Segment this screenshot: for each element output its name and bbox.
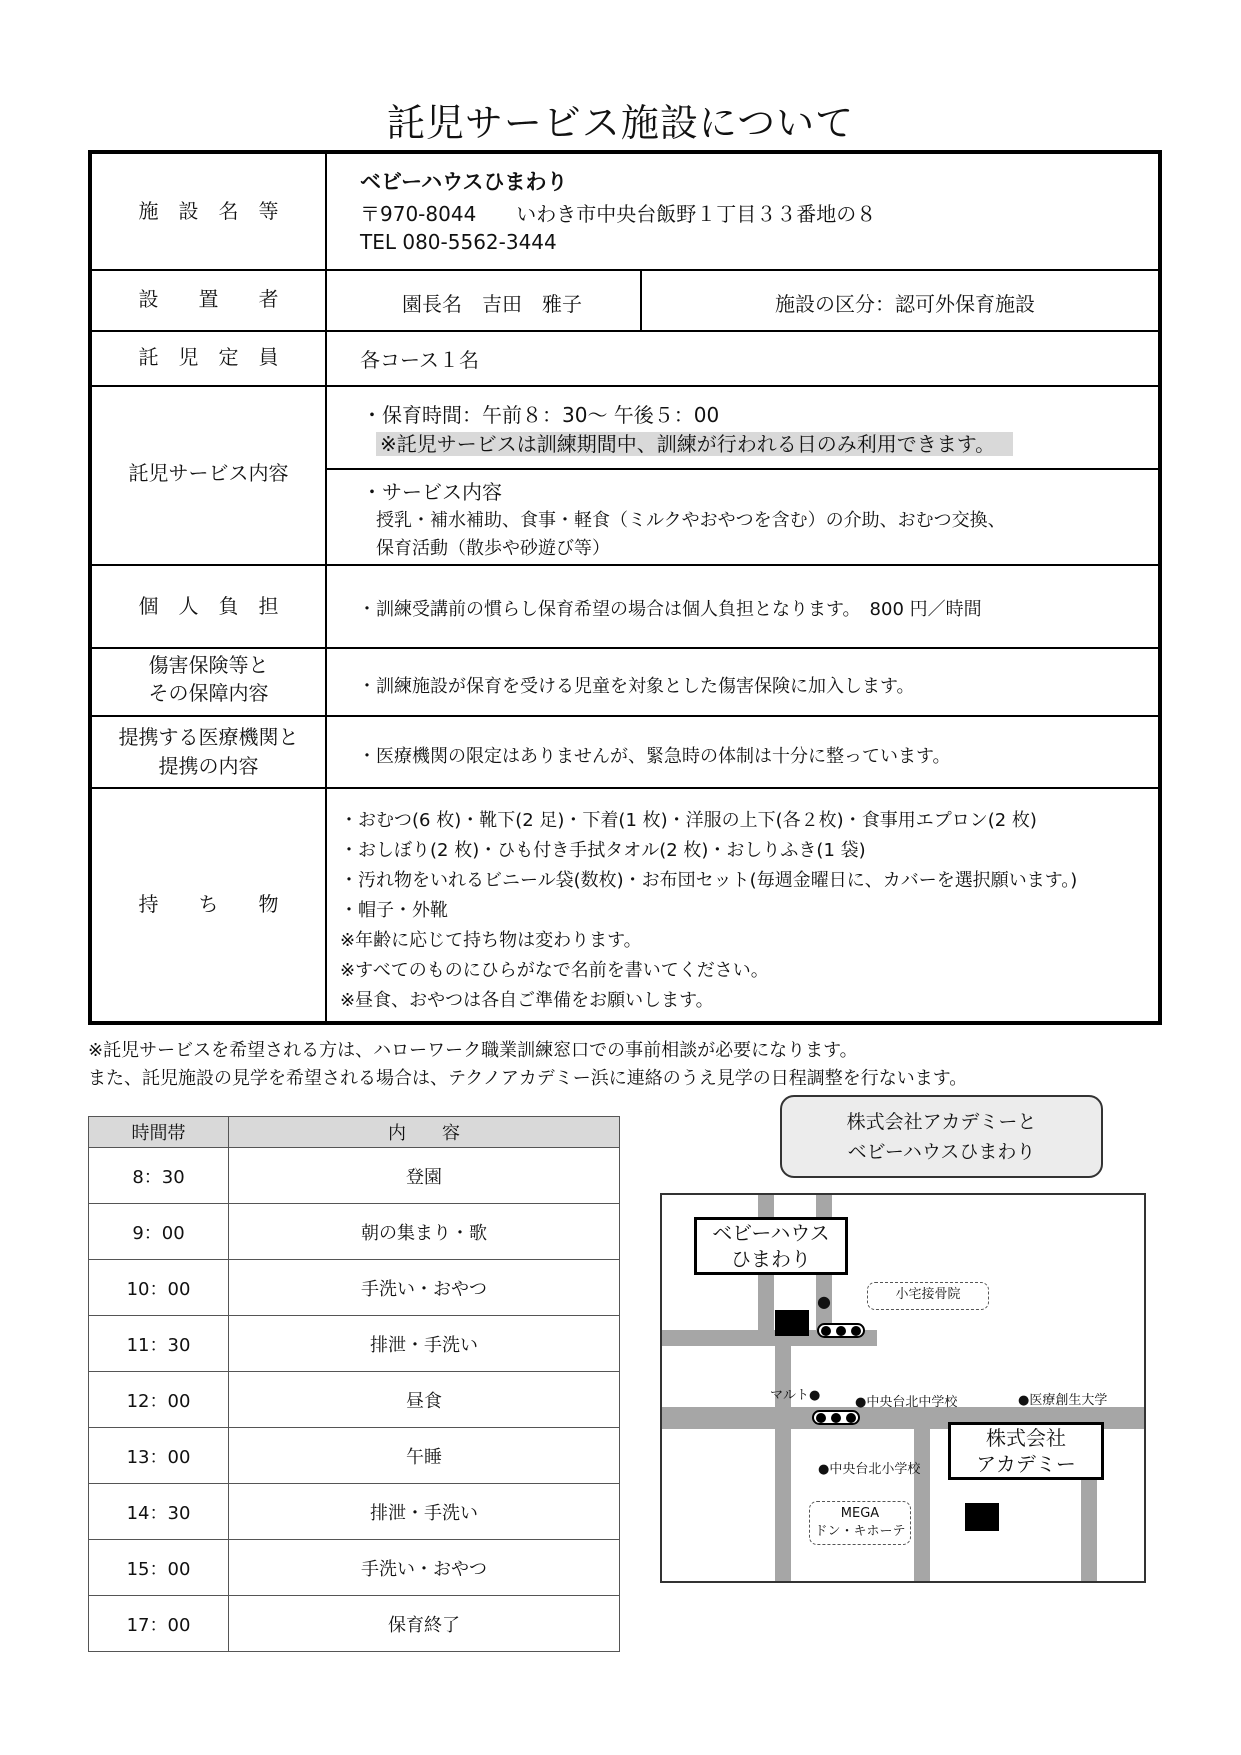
note-line-1: ※託児サービスを希望される方は、ハローワーク職業訓練窓口での事前相談が必要になります。 (88, 1040, 858, 1061)
maruto-label: マルト● (770, 1388, 821, 1403)
medical-label-1: 提携する医療機関と (118, 725, 299, 749)
road (775, 1346, 791, 1581)
traffic-signal-icon (817, 1323, 865, 1338)
access-map (660, 1193, 1146, 1583)
belongings-item: ・汚れ物をいれるビニール袋(数枚)・お布団セット(毎週金曜日に、カバーを選択願います。) (340, 870, 1078, 891)
schedule-activity: 手洗い・おやつ (229, 1540, 620, 1596)
medical-value: ・医療機関の限定はありませんが、緊急時の体制は十分に整っています。 (358, 746, 951, 767)
row-divider (92, 269, 1158, 271)
schedule-time: 15：00 (89, 1540, 229, 1596)
donki-label-line-2: ドン・キホーテ (814, 1524, 906, 1539)
table-row (89, 1428, 620, 1484)
page-title: 託児サービス施設について (386, 101, 855, 145)
belongings-note: ※昼食、おやつは各自ご準備をお願いします。 (340, 990, 714, 1011)
schedule-activity: 手洗い・おやつ (229, 1260, 620, 1316)
donki-label-line-1: MEGA (840, 1506, 880, 1521)
schedule-time: 10：00 (89, 1260, 229, 1316)
clinic-dot-icon: ● (817, 1292, 831, 1311)
medical-label-2: 提携の内容 (158, 754, 259, 778)
map-caption (780, 1095, 1103, 1178)
table-row (89, 1260, 620, 1316)
clinic-label: 小宅接骨院 (867, 1282, 989, 1310)
daily-schedule-table (88, 1116, 620, 1652)
schedule-activity: 昼食 (229, 1372, 620, 1428)
table-row (89, 1148, 620, 1204)
belongings-item: ・おしぼり(2 枚)・ひも付き手拭タオル(2 枚)・おしりふき(1 袋) (340, 840, 866, 861)
row-divider (92, 715, 1158, 717)
junior-high-label: ●中央台北中学校 (855, 1395, 958, 1410)
schedule-activity: 登園 (229, 1148, 620, 1204)
map-caption-line-2: ベビーハウスひまわり (847, 1141, 1036, 1163)
founder-label: 設 置 者 (138, 287, 279, 311)
schedule-time: 11：30 (89, 1316, 229, 1372)
academy-callout-line-1: 株式会社 (986, 1426, 1066, 1450)
facility-tel: TEL 080-5562-3444 (360, 230, 557, 254)
facility-category: 施設の区分：認可外保育施設 (775, 292, 1035, 316)
capacity-label: 託 児 定 員 (138, 345, 279, 369)
medical-univ-label: ●医療創生大学 (1018, 1393, 1108, 1408)
belongings-note: ※すべてのものにひらがなで名前を書いてください。 (340, 960, 769, 981)
row-divider (92, 385, 1158, 387)
director-name: 園長名 吉田 雅子 (402, 292, 582, 316)
row-divider (92, 647, 1158, 649)
schedule-activity: 排泄・手洗い (229, 1316, 620, 1372)
row-divider (92, 564, 1158, 566)
elementary-label: ●中央台北小学校 (818, 1462, 921, 1477)
table-row (89, 1540, 620, 1596)
insurance-label-2: その保障内容 (148, 681, 269, 705)
column-divider (325, 154, 327, 1021)
insurance-label-1: 傷害保険等と (148, 653, 269, 677)
table-row (89, 1372, 620, 1428)
academy-building-icon (965, 1503, 999, 1531)
schedule-time: 14：30 (89, 1484, 229, 1540)
row-divider (92, 787, 1158, 789)
schedule-time: 17：00 (89, 1596, 229, 1652)
capacity-value: 各コース１名 (360, 348, 479, 372)
table-row (89, 1596, 620, 1652)
babyhouse-building-icon (775, 1310, 809, 1336)
insurance-value: ・訓練施設が保育を受ける児童を対象とした傷害保険に加入します。 (358, 676, 915, 697)
road (914, 1429, 930, 1581)
babyhouse-callout (694, 1217, 848, 1275)
schedule-time: 9：00 (89, 1204, 229, 1260)
belongings-item: ・おむつ(6 枚)・靴下(2 足)・下着(1 枚)・洋服の上下(各２枚)・食事用エプロン(2 枚) (340, 810, 1037, 831)
belongings-item: ・帽子・外靴 (340, 900, 448, 921)
schedule-activity: 朝の集まり・歌 (229, 1204, 620, 1260)
cost-value: ・訓練受講前の慣らし保育希望の場合は個人負担となります。 800 円／時間 (358, 599, 982, 620)
service-label: 託児サービス内容 (128, 461, 289, 485)
row-divider (92, 330, 1158, 332)
service-content-line2: 保育活動（散歩や砂遊び等） (376, 538, 610, 559)
belongings-note: ※年齢に応じて持ち物は変わります。 (340, 930, 642, 951)
schedule-activity: 保育終了 (229, 1596, 620, 1652)
schedule-header-content: 内 容 (229, 1117, 620, 1148)
schedule-activity: 排泄・手洗い (229, 1484, 620, 1540)
service-content-line1: 授乳・補水補助、食事・軽食（ミルクやおやつを含む）の介助、おむつ交換、 (376, 510, 1006, 531)
babyhouse-callout-line-2: ひまわり (731, 1247, 811, 1271)
founder-divider (640, 269, 642, 330)
service-hours-note-wrap (376, 428, 1013, 457)
map-caption-line-1: 株式会社アカデミーと (846, 1111, 1037, 1133)
note-line-2: また、託児施設の見学を希望される場合は、テクノアカデミー浜に連絡のうえ見学の日程調整を行ないます。 (88, 1068, 968, 1089)
table-row (89, 1316, 620, 1372)
service-content-title: ・サービス内容 (362, 480, 502, 504)
schedule-activity: 午睡 (229, 1428, 620, 1484)
facility-label: 施 設 名 等 (138, 199, 279, 223)
facility-name: ベビーハウスひまわり (360, 170, 568, 194)
service-hours: ・保育時間：午前８：30～ 午後５：00 (362, 403, 720, 427)
schedule-header-time: 時間帯 (89, 1117, 229, 1148)
traffic-signal-icon (812, 1410, 860, 1425)
facility-info-table (88, 150, 1162, 1025)
row-subdivider (325, 468, 1158, 470)
babyhouse-callout-line-1: ベビーハウス (712, 1221, 830, 1245)
donki-label (809, 1501, 911, 1545)
schedule-time: 13：00 (89, 1428, 229, 1484)
belongings-label: 持 ち 物 (138, 892, 279, 916)
academy-callout-line-2: アカデミー (976, 1452, 1076, 1476)
cost-label: 個 人 負 担 (138, 594, 279, 618)
facility-address: 〒970-8044 いわき市中央台飯野１丁目３３番地の８ (360, 202, 877, 226)
service-hours-note: ※託児サービスは訓練期間中、訓練が行われる日のみ利用できます。 (376, 432, 1013, 456)
schedule-time: 8：30 (89, 1148, 229, 1204)
schedule-time: 12：00 (89, 1372, 229, 1428)
schedule-header-row (89, 1117, 620, 1148)
table-row (89, 1204, 620, 1260)
table-row (89, 1484, 620, 1540)
academy-callout (948, 1422, 1104, 1480)
